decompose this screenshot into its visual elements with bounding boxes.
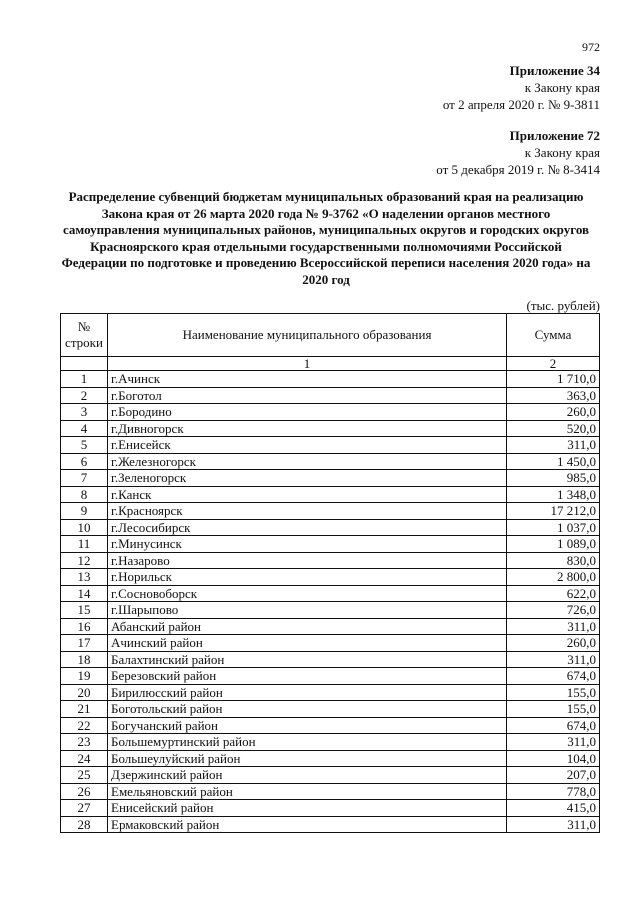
- row-number: 6: [61, 453, 108, 470]
- subvention-sum: 260,0: [507, 635, 600, 652]
- column-index-row: [61, 357, 600, 371]
- subvention-sum: 1 450,0: [507, 453, 600, 470]
- table-row: [61, 519, 600, 536]
- subvention-sum: 1 089,0: [507, 536, 600, 553]
- municipality-name: Ачинский район: [108, 635, 507, 652]
- subvention-sum: 1 348,0: [507, 486, 600, 503]
- subvention-sum: 520,0: [507, 420, 600, 437]
- table-row: [61, 387, 600, 404]
- table-row: [61, 602, 600, 619]
- municipality-name: г.Боготол: [108, 387, 507, 404]
- municipality-name: Богучанский район: [108, 717, 507, 734]
- municipality-name: г.Минусинск: [108, 536, 507, 553]
- row-number: 3: [61, 404, 108, 421]
- table-row: [61, 569, 600, 586]
- table-row: [61, 783, 600, 800]
- subvention-sum: 104,0: [507, 750, 600, 767]
- page-number: 972: [582, 40, 600, 54]
- subvention-sum: 830,0: [507, 552, 600, 569]
- table-row: [61, 668, 600, 685]
- municipality-name: Боготольский район: [108, 701, 507, 718]
- subvention-sum: 1 037,0: [507, 519, 600, 536]
- row-number: 11: [61, 536, 108, 553]
- subvention-sum: 622,0: [507, 585, 600, 602]
- table-row: [61, 404, 600, 421]
- subvention-sum: 311,0: [507, 651, 600, 668]
- municipality-name: г.Сосновоборск: [108, 585, 507, 602]
- table-row: [61, 618, 600, 635]
- table-row: [61, 503, 600, 520]
- subvention-sum: 415,0: [507, 800, 600, 817]
- subvention-sum: 363,0: [507, 387, 600, 404]
- table-row: [61, 651, 600, 668]
- table-body: [61, 371, 600, 833]
- subvention-sum: 1 710,0: [507, 371, 600, 388]
- municipality-name: Балахтинский район: [108, 651, 507, 668]
- document-title: Распределение субвенций бюджетам муниципальных образований края на реализацию Закона края от 26 марта 2020 года № 9-3762 «О наделении органов местного самоуправления муниципальных районов, муниципальных округов и городских округов Красноярского края отдельными государственными полномочиями Российской Федерации по подготовке и проведению Всероссийской переписи населения 2020 года» на 2020 год: [61, 189, 591, 287]
- table-header-row: [61, 314, 600, 357]
- subvention-sum: 311,0: [507, 618, 600, 635]
- municipality-name: Большемуртинский район: [108, 734, 507, 751]
- units-label: (тыс. рублей): [526, 298, 600, 313]
- subvention-table: [60, 313, 600, 833]
- header-row-number: № строки: [61, 314, 108, 357]
- subvention-sum: 155,0: [507, 701, 600, 718]
- row-number: 21: [61, 701, 108, 718]
- row-number: 26: [61, 783, 108, 800]
- appendix-34-block: [443, 62, 600, 113]
- appendix-72-title: Приложение 72: [509, 128, 600, 143]
- column-index-name: 1: [108, 357, 507, 371]
- table-row: [61, 734, 600, 751]
- row-number: 19: [61, 668, 108, 685]
- row-number: 4: [61, 420, 108, 437]
- municipality-name: Ермаковский район: [108, 816, 507, 833]
- row-number: 13: [61, 569, 108, 586]
- subvention-sum: 985,0: [507, 470, 600, 487]
- header-municipality-name: Наименование муниципального образования: [108, 314, 507, 357]
- table-row: [61, 684, 600, 701]
- municipality-name: Большеулуйский район: [108, 750, 507, 767]
- subvention-sum: 260,0: [507, 404, 600, 421]
- table-row: [61, 453, 600, 470]
- municipality-name: г.Назарово: [108, 552, 507, 569]
- table-row: [61, 470, 600, 487]
- table-row: [61, 437, 600, 454]
- table-row: [61, 750, 600, 767]
- row-number: 28: [61, 816, 108, 833]
- table-row: [61, 420, 600, 437]
- table-row: [61, 800, 600, 817]
- row-number: 16: [61, 618, 108, 635]
- municipality-name: Дзержинский район: [108, 767, 507, 784]
- municipality-name: г.Ачинск: [108, 371, 507, 388]
- column-index-sum: 2: [507, 357, 600, 371]
- subvention-sum: 155,0: [507, 684, 600, 701]
- row-number: 14: [61, 585, 108, 602]
- table-row: [61, 816, 600, 833]
- table-row: [61, 635, 600, 652]
- subvention-sum: 17 212,0: [507, 503, 600, 520]
- appendix-34-title: Приложение 34: [509, 63, 600, 78]
- header-sum: Сумма: [507, 314, 600, 357]
- subvention-sum: 207,0: [507, 767, 600, 784]
- row-number: 25: [61, 767, 108, 784]
- table-row: [61, 552, 600, 569]
- row-number: 9: [61, 503, 108, 520]
- municipality-name: Бирилюсский район: [108, 684, 507, 701]
- row-number: 27: [61, 800, 108, 817]
- subvention-sum: 778,0: [507, 783, 600, 800]
- appendix-72-block: [436, 127, 600, 178]
- row-number: 10: [61, 519, 108, 536]
- municipality-name: г.Красноярск: [108, 503, 507, 520]
- municipality-name: Емельяновский район: [108, 783, 507, 800]
- appendix-72-line1: к Закону края: [524, 145, 600, 160]
- subvention-sum: 311,0: [507, 734, 600, 751]
- row-number: 17: [61, 635, 108, 652]
- municipality-name: г.Лесосибирск: [108, 519, 507, 536]
- municipality-name: Березовский район: [108, 668, 507, 685]
- subvention-sum: 2 800,0: [507, 569, 600, 586]
- subvention-sum: 311,0: [507, 816, 600, 833]
- row-number: 20: [61, 684, 108, 701]
- municipality-name: г.Норильск: [108, 569, 507, 586]
- appendix-72-line2: от 5 декабря 2019 г. № 8-3414: [436, 162, 600, 177]
- row-number: 18: [61, 651, 108, 668]
- row-number: 8: [61, 486, 108, 503]
- appendix-34-line2: от 2 апреля 2020 г. № 9-3811: [442, 97, 600, 112]
- municipality-name: г.Зеленогорск: [108, 470, 507, 487]
- table-row: [61, 486, 600, 503]
- appendix-34-line1: к Закону края: [524, 80, 600, 95]
- municipality-name: Енисейский район: [108, 800, 507, 817]
- table-row: [61, 767, 600, 784]
- row-number: 7: [61, 470, 108, 487]
- row-number: 15: [61, 602, 108, 619]
- subvention-sum: 674,0: [507, 717, 600, 734]
- municipality-name: г.Енисейск: [108, 437, 507, 454]
- row-number: 24: [61, 750, 108, 767]
- table-row: [61, 701, 600, 718]
- municipality-name: г.Шарыпово: [108, 602, 507, 619]
- table-row: [61, 371, 600, 388]
- municipality-name: г.Дивногорск: [108, 420, 507, 437]
- table-row: [61, 536, 600, 553]
- table-row: [61, 717, 600, 734]
- municipality-name: г.Железногорск: [108, 453, 507, 470]
- municipality-name: Абанский район: [108, 618, 507, 635]
- row-number: 2: [61, 387, 108, 404]
- row-number: 5: [61, 437, 108, 454]
- row-number: 22: [61, 717, 108, 734]
- row-number: 23: [61, 734, 108, 751]
- row-number: 1: [61, 371, 108, 388]
- subvention-sum: 311,0: [507, 437, 600, 454]
- subvention-sum: 674,0: [507, 668, 600, 685]
- table-row: [61, 585, 600, 602]
- subvention-sum: 726,0: [507, 602, 600, 619]
- row-number: 12: [61, 552, 108, 569]
- municipality-name: г.Бородино: [108, 404, 507, 421]
- column-index-empty: [61, 357, 108, 371]
- municipality-name: г.Канск: [108, 486, 507, 503]
